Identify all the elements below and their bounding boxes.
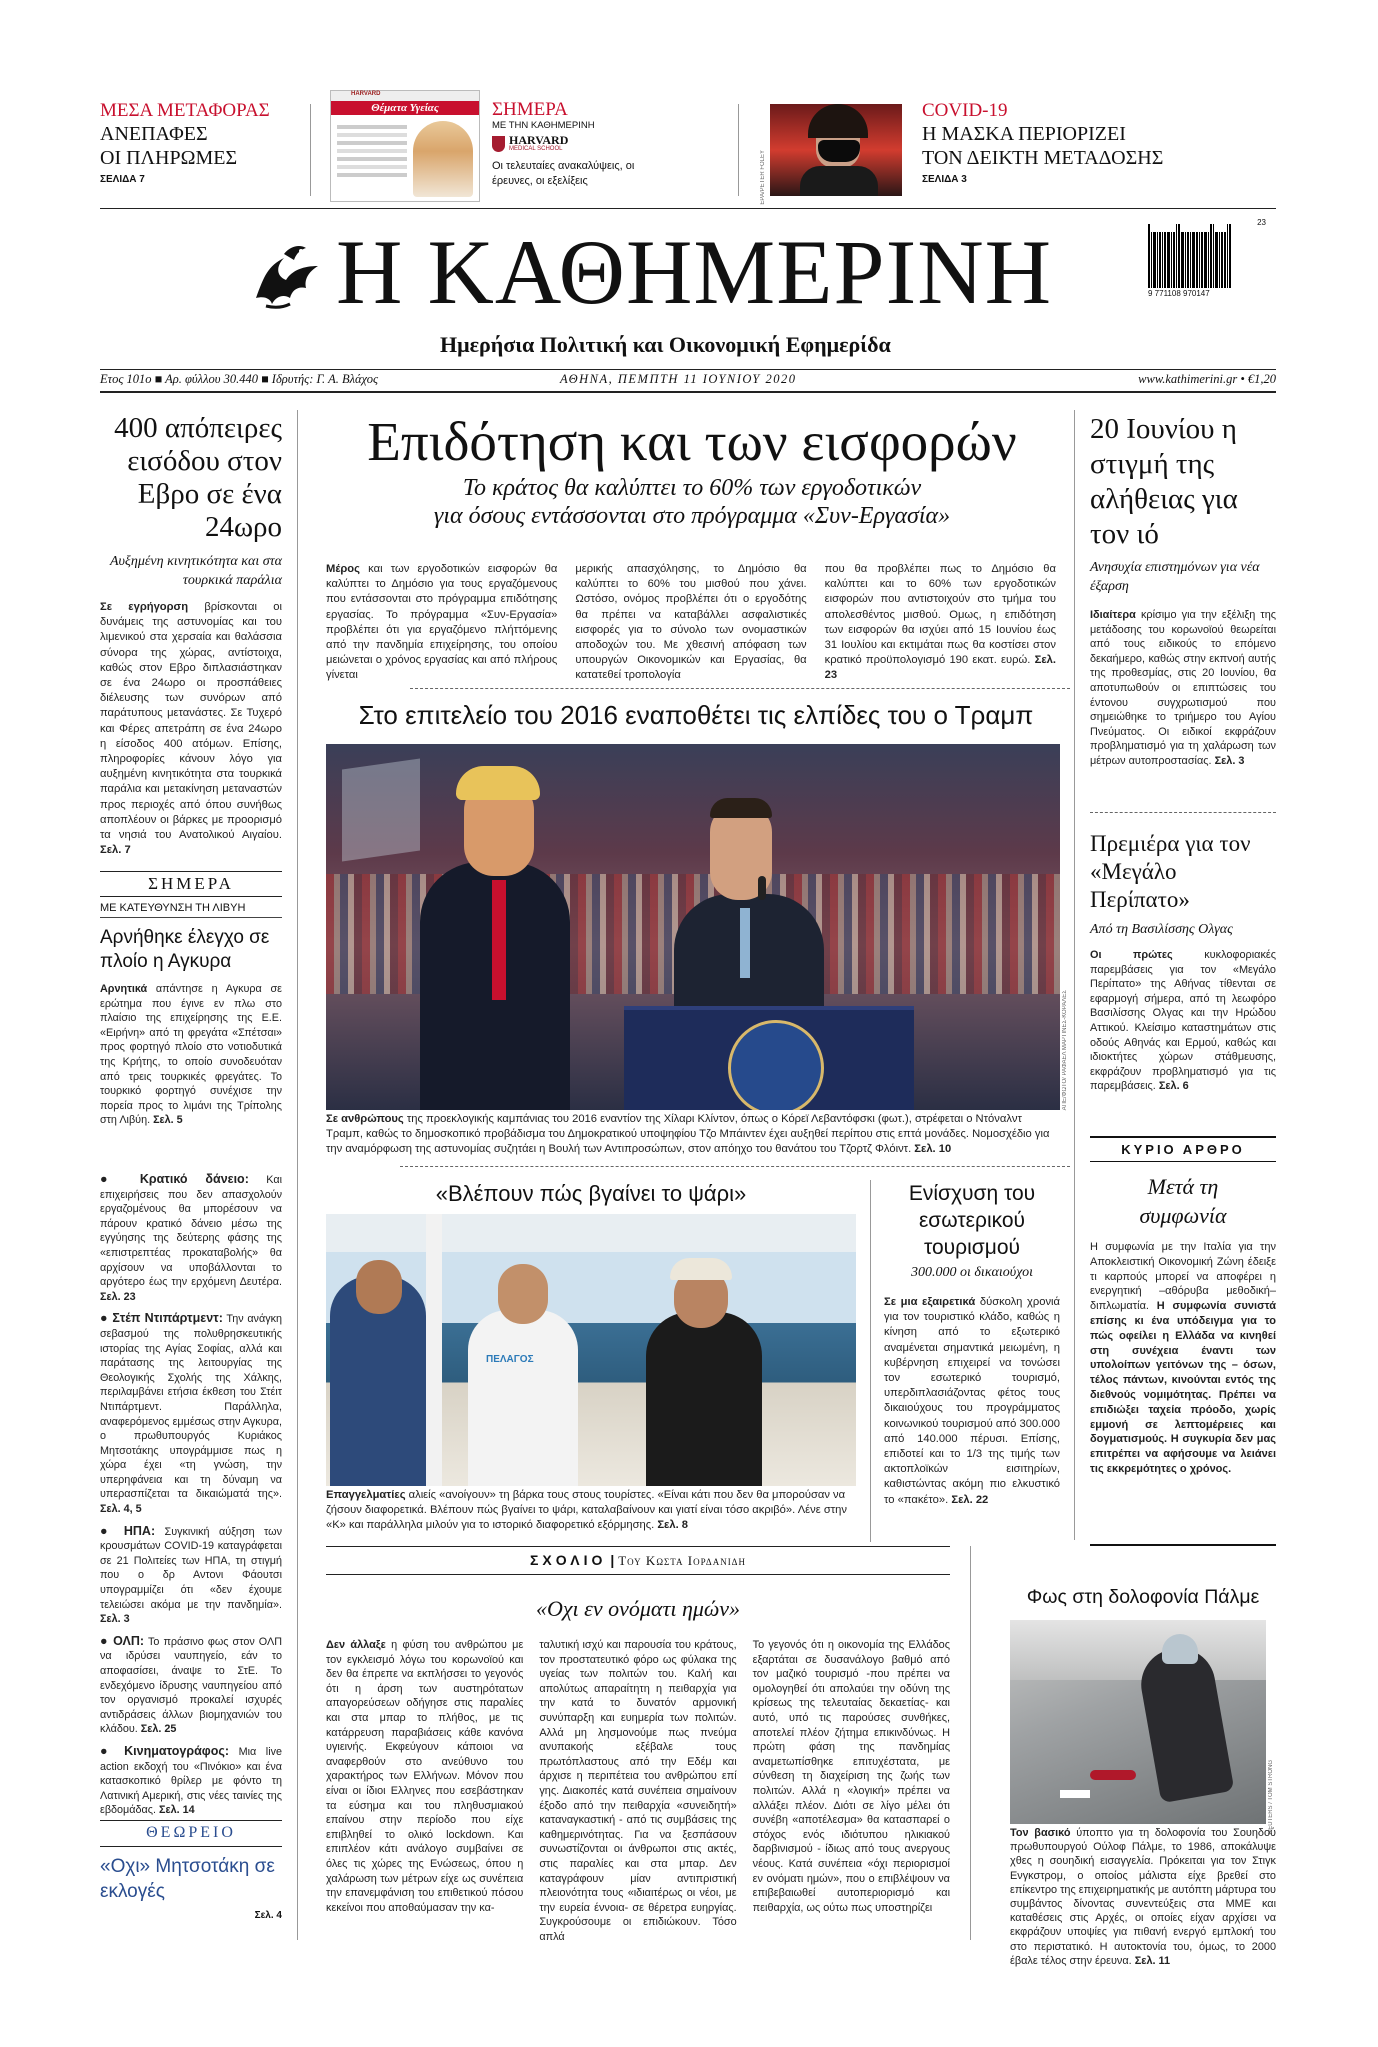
- tourism-page: Σελ. 22: [951, 1493, 989, 1506]
- main-headline: Επιδότηση και των εισφορών: [367, 411, 1017, 472]
- main-deck-1: Το κράτος θα καλύπτει το 60% των εργοδοτικών: [462, 475, 922, 501]
- griffin-logo-icon: [246, 236, 326, 316]
- supplement-cover-photo: [413, 121, 473, 197]
- peripato-story[interactable]: [1090, 830, 1276, 1094]
- bullet-item[interactable]: ● Κρατικό δάνειο: Και επιχειρήσεις που δεν απασχολούν εργαζομένους θα μπορέσουν να πάρουν κρατικό δάνειο μέσω της εγγύησης της δεύτερης φάσης της «επιστρεπτέας προκαταβολής» θα αρχίσουν να υποβάλλονται το αργότερο έως την ερχόμενη Δευτέρα. Σελ. 23: [100, 1172, 282, 1303]
- libya-leadword: Αρνητικά: [100, 983, 148, 995]
- masthead-title: Η ΚΑΘΗΜΕΡΙΝΗ: [336, 221, 1053, 323]
- barcode-issue: 23: [1257, 218, 1266, 227]
- left-lead-leadword: Σε εγρήγορση: [100, 601, 189, 613]
- teaser-left-page: ΣΕΛΙΔΑ 7: [100, 174, 145, 185]
- virus-page: Σελ. 3: [1214, 754, 1245, 767]
- trump-headline[interactable]: Στο επιτελείο του 2016 εναποθέτει τις ελπίδες του ο Τραμπ: [358, 700, 1034, 730]
- teaser-right-line1: Η ΜΑΣΚΑ ΠΕΡΙΟΡΙΖΕΙ: [922, 123, 1126, 145]
- teaser-center-sub: ΜΕ ΤΗΝ ΚΑΘΗΜΕΡΙΝΗ: [492, 120, 595, 131]
- barcode: [1148, 218, 1266, 302]
- trump-rally-photo: [326, 744, 1060, 1110]
- bullet-item[interactable]: ● Κινηματογράφος: Μια live action εκδοχή του «Πινόκιο» και ένα κατασκοπικό θρίλερ με φόντο τη Λατινική Αμερική, στις νέες ταινίες της εβδομάδας. Σελ. 14: [100, 1743, 282, 1817]
- young-man: [468, 1310, 578, 1486]
- teaser-center[interactable]: [492, 100, 662, 189]
- theorio-page: Σελ. 4: [254, 1910, 282, 1921]
- tourism-headline: Ενίσχυση του εσωτερικού τουρισμού: [908, 1182, 1036, 1259]
- teaser-right[interactable]: [922, 100, 1212, 185]
- libya-story[interactable]: [100, 902, 282, 1128]
- main-col-3: που θα προβλέπει πως το Δημόσιο θα καλύπτει και το 60% των εργοδοτικών εισφορών που αντιστοιχούν στο τμήμα του απολεσθέντος μισθού. Ομως, η επιδότηση των εισφορών θα ισχύει από 15 Ιουνίου έως 31 Ιουλίου και εκτιμάται πως θα κοστίσει στον κρατικό προϋπολογισμό 190 εκατ. ευρώ.: [824, 563, 1056, 667]
- theorio-story[interactable]: [100, 1854, 282, 1921]
- main-deck-2: για όσους εντάσσονται στο πρόγραμμα «Συν-Εργασία»: [433, 503, 951, 529]
- teaser-right-line2: ΤΟΝ ΔΕΙΚΤΗ ΜΕΤΑΔΟΣΗΣ: [922, 147, 1164, 169]
- bullets-list: [100, 1172, 282, 1825]
- tourism-leadword: Σε μια εξαιρετικά: [884, 1296, 976, 1308]
- virus-headline: 20 Ιουνίου η στιγμή της αλήθειας για τον ιό: [1090, 413, 1238, 550]
- cap-icon: [670, 1258, 732, 1280]
- comment-col-2: ταλυτική ισχύ και παρουσία του κράτους, τον προστατευτικό φόρο ως φύλακα της υγείας των πολιτών του. Καλή και απολύτως απαραίτητη η πειθαρχία για την κατά το δυνατόν αρμονική συνύπαρξη και ευημερία των πολιτών. Αλλά μη λησμονούμε πως πνεύμα ανυπακοής εξέβαλε τους πρωτόπλαστους από την Εδέμ και άρχισε η περιπέτεια του ανθρώπου επί γης. Διακοπές κατά συνέπεια σημαίνουν έξοδο από την πειθαρχία «συνειδητή» καταναγκαστική - από τις συμβάσεις της καθημερινότητας. Για να ξεσπάσουν συνωστίζονται οι άνθρωποι στις ακτές, στις παραλίες και στα μπαρ. Δεν καταγράφουν μίαν αντιπριστική πλειονότητα τους «ιδιαιτέρως οι νέοι, με την ευρεία έννοια- σε θέρετρα ευηργίας. Συγκρούσουμε οι επιδιώκουν. Τόσο απλά: [539, 1639, 737, 1943]
- harvard-brand: HARVARD: [509, 133, 569, 147]
- editorial-label: ΚΥΡΙΟ ΑΡΘΡΟ: [1090, 1138, 1276, 1162]
- libya-body: απάντησε η Αγκυρα σε ερώτημα που έγινε εν πλω στο πλαίσιο της επιχείρησης της Ε.Ε. «Ειρήνη» από τη φρεγάτα «Σπέτσαι» προς φορτηγό πλοίο στο νοτιοδυτικά της Κρήτης, το οποίο συνοδευόταν από τρεις τουρκικές φρεγάτες. Το τουρκικό φορτηγό συνέχισε την πορεία προς το λιμάνι της Τρίπολης στη Λιβύη.: [100, 983, 282, 1127]
- libya-page: Σελ. 5: [153, 1114, 183, 1127]
- knit-hat: [1162, 1634, 1198, 1664]
- teaser-left-line1: ΑΝΕΠΑΦΕΣ: [100, 123, 208, 145]
- tourism-body: δύσκολη χρονιά για τον τουριστικό κλάδο, καθώς η κίνηση από το εξωτερικό αναμένεται σημαντικά μειωμένη, η κυβέρνηση επιχειρεί να τονώσει τον εσωτερικό τουρισμό, υπερδιπλασιάζοντας φέτος τους δικαιούχους του προγράμματος κοινωνικού τουρισμού από 300.000 από 140.000 πέρυσι. Επίσης, επιδοτεί και το 1/3 της τιμής των ακτοπλοϊκών εισιτηρίων, καθιστώντας ακόμη πιο ελκυστικό το «πακέτο».: [884, 1296, 1060, 1506]
- peripato-page: Σελ. 6: [1158, 1080, 1189, 1093]
- fish-headline[interactable]: «Βλέπουν πώς βγαίνει το ψάρι»: [435, 1181, 747, 1206]
- teaser-left-kicker: ΜΕΣΑ ΜΕΤΑΦΟΡΑΣ: [100, 100, 270, 121]
- teaser-center-text: Οι τελευταίες ανακαλύψεις, οι έρευνες, οι εξελίξεις: [492, 160, 635, 187]
- left-lead-deck: Αυξημένη κινητικότητα και στα τουρκικά παράλια: [109, 554, 282, 588]
- dateline-left: Ετος 101ο ■ Αρ. φύλλου 30.440 ■ Ιδρυτής: Γ. Α. Βλάχος: [100, 372, 379, 386]
- trump-photo-credit: ΑΠΕ/ΦΩΤΟ/ ΡΑΦΑΕΛ ΜΑΡΤΙΝΕΣ-ΚΟΡΑΛΕΣ: [1062, 990, 1068, 1111]
- comment-label: ΣΧΟΛΙΟ: [530, 1552, 607, 1568]
- virus-story[interactable]: [1090, 412, 1276, 769]
- comment-author: Του Κωστα Ιορδανιδη: [618, 1553, 746, 1568]
- virus-deck: Ανησυχία επιστημόνων για νέα έξαρση: [1090, 560, 1260, 594]
- podium: [624, 1006, 914, 1110]
- mask-woman-photo: [770, 104, 902, 196]
- teleprompter: [342, 759, 420, 862]
- harvard-mini-logo: HARVARD: [351, 91, 381, 97]
- palme-story[interactable]: [1010, 1586, 1276, 1609]
- palme-photo-credit: REUTERS / TOM STRONG: [1268, 1760, 1274, 1835]
- mask-photo-credit: EPA/PETER FOLEY: [760, 150, 766, 205]
- teaser-left-line2: ΟΙ ΠΛΗΡΩΜΕΣ: [100, 147, 238, 169]
- barcode-digits: 9 771108 970147: [1148, 289, 1210, 298]
- main-page: Σελ. 23: [824, 654, 1056, 682]
- main-col-1: και των εργοδοτικών εισφορών θα καλύπτει το Δημόσιο για τους εργαζόμενους που εντάσσονται στο πρόγραμμα επιδότησης εργασίας. Το πρόγραμμα «Συν-Εργασία» προβλέπει ότι για εργαζόμενο πλήττόμενης από την πανδημία επιχείρησης, του οποίου μειώνεται ο χρόνος εργασίας και από πλήρους γίνεται: [326, 563, 558, 682]
- supplement-title: Θέματα Υγείας: [331, 101, 479, 115]
- left-lead-headline: 400 απόπειρες εισόδου στον Εβρο σε ένα 24ωρο: [114, 412, 282, 543]
- comment-headline[interactable]: «Οχι εν ονόματι ημών»: [535, 1596, 741, 1621]
- presidential-seal-icon: [728, 1020, 824, 1110]
- main-col-2: μερικής απασχόλησης, το Δημόσιο θα καλύπτει το 60% του μισθού που χάνει. Ωστόσο, ονόμος προβλέπει ότι ο εργοδότης θα πρέπει να καταβάλλει ασφαλιστικές εισφορές για το σύνολο των ονομαστικών αποδοχών του. Με χθεσινή απόφαση των υπουργών Οικονομικών και Εργασίας, θα κατατεθεί τροπολογία: [575, 563, 807, 682]
- teaser-center-kicker: ΣΗΜΕΡΑ: [492, 99, 568, 120]
- teaser-right-page: ΣΕΛΙΔΑ 3: [922, 174, 967, 185]
- palme-memorial-photo: [1010, 1620, 1266, 1824]
- teaser-left[interactable]: [100, 100, 300, 185]
- bullet-item[interactable]: ● ΗΠΑ: Συγκινική αύξηση των κρουσμάτων COVID-19 καταγράφεται σε 21 Πολιτείες των ΗΠΑ, τη στιγμή που ο δρ Αντονι Φάουτσι υπογραμμίζει ότι «δεν έχουμε τελειώσει ακόμα με την πανδημία». Σελ. 3: [100, 1523, 282, 1626]
- peripato-leadword: Οι πρώτες: [1090, 949, 1173, 961]
- peripato-headline: Πρεμιέρα για τον «Μεγάλο Περίπατο»: [1090, 831, 1251, 912]
- masthead-subtitle: Ημερήσια Πολιτική και Οικονομική Εφημερίδα: [440, 332, 891, 357]
- red-tie: [492, 880, 506, 1000]
- face-mask: [818, 140, 860, 162]
- teaser-right-kicker: COVID-19: [922, 100, 1008, 121]
- left-lead-body: βρίσκονται οι δυνάμεις της αστυνομίας και του λιμενικού στα χερσαία και θαλάσσια σύνορα της χώρας, αντίστοιχα, καθώς στον Εβρο διπλασιάστηκαν σε ένα 24ωρο οι προσπάθειες διέλευσης των συνόρων από παράτυπους μετανάστες. Σε Τυχερό και Φέρες απετράπη σε ένα 24ωρο η είσοδος 400 ατόμων. Επίσης, πληροφορίες κάνουν λόγο για αυξημένη κινητικότητα στα τουρκικά παράλια και μετακίνηση μεταναστών προς περιοχές από όπου συνήθως αποπλέουν οι βάρκες με προορισμό τα νησιά του Ανατολικού Αιγαίου.: [100, 601, 282, 842]
- virus-body: κρίσιμο για την εξέλιξη της μετάδοσης του κορωνοϊού θεωρείται από τους ειδικούς το επόμενο δεκαήμερο, καθώς στην εκπνοή αυτής της προθεσμίας, στις 20 Ιουνίου, θα αποτυπωθούν οι επιπτώσεις του έντονου συγχρωτισμού που σημειώθηκε το τριήμερο του Αγίου Πνεύματος. Οι ειδικοί εκφράζουν προβληματισμό για τη χαλάρωση των μέτρων αυτοπροστασίας.: [1090, 609, 1276, 767]
- libya-headline: Αρνήθηκε έλεγχο σε πλοίο η Αγκυρα: [100, 927, 270, 972]
- microphone-icon: [758, 876, 766, 900]
- palme-headline: Φως στη δολοφονία Πάλμε: [1026, 1586, 1260, 1608]
- comment-col-1: η φύση του ανθρώπου με τον εγκλεισμό λόγω του κορωνοϊού και δεν θα έπρεπε να εκπλήσσει το γεγονός ότι η άρση των αυστηρότατων απαγορεύσεων οδήγησε στις παραλίες και στα μπαρ το πλήθος, με τις κατάρρευση παραβιάσεις κάθε κανόνα υγιεινής. Εκφεύγουν κάποιοι να αναφερθούν στο ανεύθυνο του χαρακτήρος των Ελλήνων. Μόνον που είναι οι ίδιοι Ελληνες που εσεβάστηκαν τα εύσημα και του πληθυσμιακού επαίνου στην περίοδο που είχε επιβληθεί το ολικό lockdown. Και επιπλέον κάτι ανάλογο συμβαίνει σε όλες τις χώρες της Ενώσεως, όπου η χαλάρωση των μέτρων είχε ως συνέπεια την επανεμφάνιση του επιθετικού πόσου κεκείνοι που αποθαύμασαν την κα-: [326, 1639, 524, 1914]
- left-lead-story[interactable]: [100, 412, 282, 858]
- flowers-icon: [1090, 1770, 1136, 1780]
- harvard-brand-sub: MEDICAL SCHOOL: [509, 146, 563, 152]
- theorio-headline: «Οχι» Μητσοτάκη σε εκλογές: [100, 1856, 275, 1902]
- comment-label-row: ΣΧΟΛΙΟ | Του Κωστα Ιορδανιδη: [530, 1552, 746, 1568]
- bullet-item[interactable]: ● Στέπ Ντιπάρτμεντ: Την ανάγκη σεβασμού της πολυθρησκευτικής ιστορίας της Αγίας Σοφίας, αλλά και παράτασης της λειτουργίας της Θεολογικής Σχολής της Χάλκης, περιλαμβάνει ετήσια έκθεση του Στέιτ Ντιπάρτμεντ. Παράλληλα, αναφερόμενος εμμέσως στην Αγκυρα, ο πρωθυπουργός Κυριάκος Μητσοτάκης υπογράμμισε πως η χώρα έχει «τη γνώση, την υπερηφάνεια και τη δύναμη να υπερασπίζεται τα δικαιώματά της». Σελ. 4, 5: [100, 1311, 283, 1516]
- editorial-box[interactable]: [1090, 1136, 1276, 1546]
- tourism-story[interactable]: [884, 1180, 1060, 1508]
- comment-leadword: Δεν άλλαξε: [326, 1639, 386, 1651]
- palme-caption: Τον βασικό ύποπτο για τη δολοφονία του Σουηδού πρωθυπουργού Ούλοφ Πάλμε, το 1986, αποκάλυψε χθες η σουηδική εισαγγελία. Πρόκειται για τον Στιγκ Ενγκστρομ, ο οποίος μάλιστα είχε βρεθεί στο επίκεντρο της επιχειρηματικής με αυτόπτη μάρτυρα του συμβάντος δίνοντας συνεντεύξεις στα ΜΜΕ και καταθέσεις στις Αρχές, οι οποίες είχαν αρχίσει να εκφράζουν υποψίες για πιθανή ενεργό εμπλοκή του στο περιστατικό. Η αυτοκτονία του, όμως, το 2000 έβαλε τέλος στην έρευνα. Σελ. 11: [1010, 1827, 1276, 1967]
- bullet-item[interactable]: ● ΟΛΠ: Το πράσινο φως στον ΟΛΠ να ιδρύσει ναυπηγείο, εάν το αποφασίσει, άναψε το ΣτΕ. Το ενδεχόμενο ίδρυσης ναυπηγείου από τον οργανισμό προκαλεί ισχυρές αντιδράσεις άλλων βιομηχανιών του κλάδου. Σελ. 25: [100, 1633, 283, 1736]
- peripato-deck: Από τη Βασιλίσσης Ολγας: [1090, 922, 1233, 937]
- trump-caption: Σε ανθρώπους της προεκλογικής καμπάνιας του 2016 εναντίον της Χίλαρι Κλίντον, όπως ο Κόρεϊ Λεβαντόφσκι (φωτ.), στρέφεται ο Ντόναλντ Τραμπ, καθώς το δημοσκοπικό προβάδισμα του Δημοκρατικού υποψηφίου Τζο Μπάιντεν έχει αυξηθεί περίπου στις επτά μονάδες. Νομοσχέδιο για την αναμόρφωση της αστυνομίας συζητάει η Βουλή των Αντιπροσώπων, στον απόηχο του θανάτου του Τζορτζ Φλόιντ. Σελ. 10: [326, 1113, 1050, 1155]
- main-leadword: Μέρος: [326, 563, 360, 575]
- health-supplement-cover[interactable]: [330, 90, 480, 202]
- peripato-body: κυκλοφοριακές παρεμβάσεις για τον «Μεγάλο Περίπατο» της Αθήνας τίθενται σε εφαρμογή σήμερα, από τη λεωφόρο Βασιλίσσης Ολγας και την Ηρώδου Αττικού. Κλείσιμο καταστημάτων στις οδούς Αθηνάς και Ερμού, καθώς και ιδιοκτήτες χώρων στάθμευσης, εκφράζουν προβληματισμό για τις παρεμβάσεις.: [1090, 949, 1276, 1093]
- editorial-headline: Μετά τη συμφωνία: [1139, 1174, 1227, 1228]
- fishermen-photo: [326, 1214, 856, 1486]
- libya-kicker: ΜΕ ΚΑΤΕΥΘΥΝΣΗ ΤΗ ΛΙΒΥΗ: [100, 902, 282, 918]
- tourism-deck: 300.000 οι δικαιούχοι: [911, 1265, 1033, 1280]
- theorio-label: ΘΕΩΡΕΙΟ: [146, 1824, 236, 1841]
- virus-leadword: Ιδιαίτερα: [1090, 609, 1136, 621]
- shirt-logo: ΠΕΛΑΓΟΣ: [486, 1354, 534, 1365]
- comment-col-3: Το γεγονός ότι η οικονομία της Ελλάδος εξαρτάται σε δυσανάλογο βαθμό από τον μαζικό τουρισμό -που πρέπει να ομολογηθεί ότι απολαύει την οδύνη της κρίσεως της τελευταίας δεκαετίας- και αυτό, υπό τις παρούσες συνθήκες, αποτελεί πλέον ζήτημα επικινδύνως. Η πρώτη φάση της πανδημίας αναμετωπίσθηκε επιτυχέστατα, με σύνθεση τη διαχείριση της ζωής των πολιτών. Αλλά η «λογική» πρέπει να αλλάξει πλέον. Διότι σε λίγο μέλει ότι συνέβη «αποτέλεσμα» θα κατασπαρεί ο στόχος ενός ιδιότυπου ηλικιακού δαρβινισμού - ίδιως από τους ανεργους νέους. Κατά συνέπεια «όχι περιορισμοί εν ονόματι ημών», που ο επιβλέψουν να επιβεβαιωθεί αυτοπεριορισμό και πειθαρχία, ως ούτω πως υποστηρίζει: [752, 1639, 950, 1914]
- simera-label: ΣΗΜΕΡΑ: [148, 874, 234, 893]
- left-lead-page: Σελ. 7: [100, 844, 131, 857]
- main-story[interactable]: [312, 410, 1072, 530]
- editorial-bold: Η συμφωνία συνιστά επίσης κι ένα υπόδειγμα για το πώς οφείλει η Ελλάδα να κινηθεί στη συνέχεια έναντι των υπολοίπων γειτόνων της – όσων, τέλος πάντων, κινούνται εντός της διεθνούς νομιμότητας. Πρέπει να επιδιώξει ταχεία πρόοδο, χωρίς εμμονή σε λεπτομέρειες και δογματισμούς. Η συγκυρία δεν μας επιτρέπει να αφήσουμε να λειάνει τις εκκρεμότητες ο χρόνος.: [1090, 1300, 1276, 1475]
- dateline-right: www.kathimerini.gr • €1,20: [1138, 372, 1276, 386]
- dateline-center: ΑΘΗΝΑ, ΠΕΜΠΤΗ 11 ΙΟΥΝΙΟΥ 2020: [560, 372, 797, 386]
- harvard-shield-icon: [492, 136, 505, 152]
- fisherman-right: [646, 1312, 762, 1486]
- fish-caption: Επαγγελματίες αλιείς «ανοίγουν» τη βάρκα τους στους τουρίστες. «Είναι κάτι που δεν θα μπορούσαν να ζήσουν διαφορετικά. Βλέπουν πώς βγαίνει το ψάρι, καταλαβαίνουν και γιατί είναι τόσο ακριβό». Λένε στην «Κ» και παράλληλα μιλούν για το ιστορικό διαφορετικό εξόρμησης. Σελ. 8: [326, 1489, 847, 1531]
- editorial-plain: Η συμφωνία με την Ιταλία για την Αποκλειστική Οικονομική Ζώνη έδειξε τι καρπούς μπορεί να αποφέρει η ενεργητική –αθόρυβα μεθοδική– διπλωματία.: [1090, 1241, 1276, 1313]
